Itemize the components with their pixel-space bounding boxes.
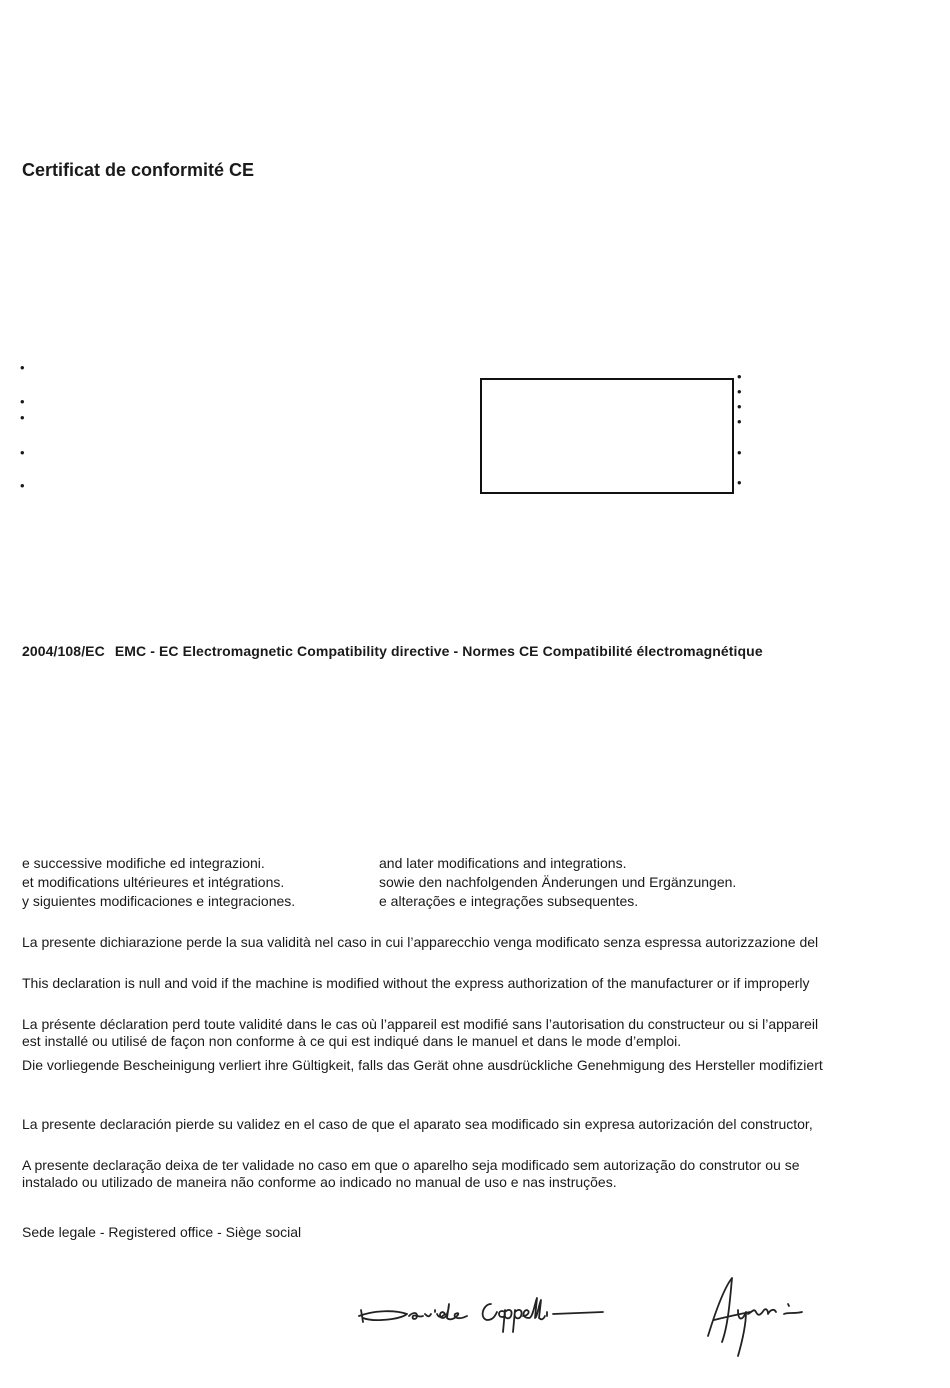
empty-frame-box (480, 378, 734, 494)
list-bullet: • (20, 410, 25, 425)
list-bullet: • (20, 360, 25, 375)
modification-line: e alterações e integrações subsequentes. (379, 893, 639, 909)
declaration-pt-line-2: instalado ou utilizado de maneira não conforme ao indicado no manual de uso e nas instruções. (22, 1174, 617, 1190)
list-bullet: • (737, 445, 742, 460)
signature-davide-cappelli (355, 1288, 605, 1336)
list-bullet: • (737, 369, 742, 384)
declaration-es: La presente declaración pierde su validez en el caso de que el aparato sea modificado sin expresa autorización del constructor, (22, 1116, 813, 1132)
list-bullet: • (20, 394, 25, 409)
modification-line: et modifications ultérieures et intégrations. (22, 874, 285, 890)
modification-line: sowie den nachfolgenden Änderungen und Ergänzungen. (379, 874, 737, 890)
directive-line (22, 643, 763, 659)
declaration-fr-line-1: La présente déclaration perd toute validité dans le cas où l’appareil est modifié sans l’autorisation du constructeur ou si l’appareil (22, 1016, 819, 1032)
directive-text: EMC - EC Electromagnetic Compatibility directive - Normes CE Compatibilité électromagnétique (114, 643, 763, 659)
list-bullet: • (20, 478, 25, 493)
directive-code: 2004/108/EC (22, 643, 105, 659)
declaration-en: This declaration is null and void if the machine is modified without the express authorization of the manufacturer or if improperly (22, 975, 810, 991)
modifications-left-column (22, 854, 295, 911)
list-bullet: • (737, 399, 742, 414)
declaration-de: Die vorliegende Bescheinigung verliert ihre Gültigkeit, falls das Gerät ohne ausdrückliche Genehmigung des Hersteller modifiziert (22, 1057, 823, 1073)
registered-office-label: Sede legale - Registered office - Siège social (22, 1224, 302, 1240)
list-bullet: • (737, 475, 742, 490)
modification-line: and later modifications and integrations. (379, 855, 627, 871)
list-bullet: • (737, 384, 742, 399)
modifications-right-column (379, 854, 736, 911)
list-bullet: • (20, 445, 25, 460)
declaration-fr-line-2: est installé ou utilisé de façon non conforme à ce qui est indiqué dans le manuel et dans le mode d’emploi. (22, 1033, 682, 1049)
declaration-it: La presente dichiarazione perde la sua validità nel caso in cui l’apparecchio venga modificato senza espressa autorizzazione del (22, 934, 819, 950)
list-bullet: • (737, 414, 742, 429)
declaration-pt-line-1: A presente declaração deixa de ter validade no caso em que o aparelho seja modificado sem autorização do construtor ou se (22, 1157, 800, 1173)
signature-second (700, 1270, 810, 1360)
modification-line: e successive modifiche ed integrazioni. (22, 855, 265, 871)
modification-line: y siguientes modificaciones e integraciones. (22, 893, 296, 909)
certificate-title: Certificat de conformité CE (22, 160, 255, 180)
